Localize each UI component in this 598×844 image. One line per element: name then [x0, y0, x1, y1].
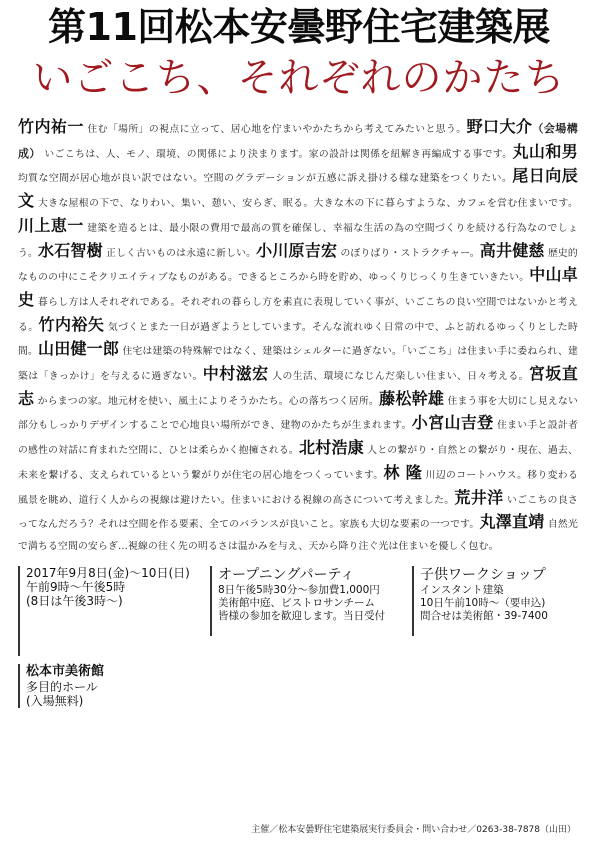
participant-name: 高井健慈 [479, 240, 545, 260]
participant-name: 水石智樹 [38, 240, 103, 260]
participant-statements [18, 116, 578, 558]
participant-name: 野口大介 [466, 117, 533, 136]
participant-name: 川上恵一 [18, 215, 84, 235]
workshop-line: 10日午前10時〜（要申込) [420, 597, 546, 609]
participant-name: 小宮山吉登 [411, 413, 494, 433]
participant-name: 荒井洋 [454, 487, 504, 507]
admission-fee: (入場無料) [26, 694, 84, 708]
workshop-heading: 子供ワークショップ [420, 567, 546, 583]
participant-name: 小川原吉宏 [256, 240, 338, 260]
participant-statement: 住む「場所」の視点に立って、居心地を佇まいやかたちから考えてみたいと思う。 [87, 124, 467, 135]
exhibition-title: 第11回松本安曇野住宅建築展 [48, 5, 550, 49]
participant-statement: 暮らし方は人それぞれである。それぞれの暮らし方を素直に表現していく事が、いごこちの良い空間ではないかと考える。 [18, 296, 578, 333]
participant-statement: 建築を造るとは、最小限の費用で最高の質を確保し、幸福な生活の為の空間づくりを続ける行為なのでしょう。 [18, 222, 578, 259]
participant-name: 竹内裕矢 [38, 314, 105, 334]
participant-name: 山田健一郎 [38, 339, 120, 359]
participant-statement: 均質な空間が居心地が良い訳ではない。空間のグラデーションが五感に訴え掛ける様な建築をつくりたい。 [18, 173, 513, 185]
event-hours-note: (8日は午後3時〜) [26, 594, 123, 608]
participant-statement: 正しく古いものは永遠に新しい。 [106, 247, 257, 259]
participant-name: 中村滋宏 [202, 364, 269, 384]
organizer-contact: 主催／松本安曇野住宅建築展実行委員会・問い合わせ／0263-38-7878（山田） [251, 825, 576, 835]
participant-statement: 川辺のコートハウス。移り変わる風景を眺め、道行く人からの視線は避けたい。住まいにおける視線の高さについて考えました。 [18, 469, 578, 506]
venue-name: 松本市美術館 [26, 664, 105, 679]
workshop-line: インスタント建築 [420, 584, 504, 596]
participant-statement: 住まい手と設計者の感性の対話に育まれた空間に、ひとは柔らかく抱擁される。 [18, 420, 578, 457]
workshop-block [412, 566, 588, 636]
participant-statement: 自然光で満ちる空間の安らぎ…視線の往く先の明るさは温かみを与え、天から降り注ぐ光は住まいを優しく包む。 [18, 519, 578, 552]
participant-statement: 大きな屋根の下で、なりわい、集い、憩い、安らぎ、眠る。大きな木の下に暮らすような、カフェを営む住まいです。 [37, 198, 578, 210]
participant-name: 尾日向辰文 [18, 166, 578, 211]
exhibition-subtitle: いごこち、それぞれのかたち [32, 55, 566, 101]
opening-party-heading: オープニングパーティ [218, 567, 355, 583]
opening-party-line: 皆様の参加を歓迎します。当日受付 [218, 610, 386, 622]
opening-party-line: 8日午後5時30分〜参加費1,000円 [218, 584, 380, 596]
participant-statement: 住まう事を大切にし見えない部分もしっかりデザインすることで心地良い場所ができ、建物のかたちが生まれます。 [18, 395, 578, 432]
venue-block [18, 664, 212, 708]
participant-name: 北村浩康 [298, 438, 364, 458]
participant-statement: 人との繋がり・自然との繋がり・現在、過去、未来を繋げる、支えられているという繋がりが住宅の居心地をつくっています。 [18, 445, 578, 481]
event-dates: 2017年9月8日(金)〜10日(日) [26, 566, 190, 580]
participant-name: 藤松幹雄 [379, 388, 445, 408]
event-hours: 午前9時〜午後5時 [26, 580, 126, 594]
participant-statement: 住宅は建築の特殊解ではなく、建築はシェルターに過ぎない。「いごこち」は住まい手に委ねられ、建築は「きっかけ」を与えるに過ぎない。 [18, 346, 578, 383]
workshop-line: 問合せは美術館・39-7400 [420, 610, 548, 622]
participant-statement: 気づくとまた一日が過ぎようとしています。そんな流れゆく日常の中で、ふと訪れるゆっくりとした時間。 [18, 321, 578, 358]
participant-statement: いごこちの良さってなんだろう？それは空間を作る要素、全てのバランスが良いこと。家族も大切な要素の一つです。 [18, 494, 578, 531]
venue-room: 多目的ホール [26, 680, 98, 694]
participant-name: 宮坂直志 [18, 364, 578, 408]
opening-party-block [210, 566, 414, 636]
participant-statement: 歴史的なものの中にこそクリエイティブなものがある。できるところから時を貯め、ゆっくりじっくり生きていきたい。 [18, 247, 578, 284]
participant-statement: いごこちは、人、モノ、環境、の関係により決まります。家の設計は関係を紐解き再編成する事です。 [44, 148, 513, 160]
participant-name: 竹内祐一 [18, 117, 84, 136]
participant-statement: 人の生活、環境になじんだ楽しい住まい、日々考える。 [272, 371, 529, 383]
participant-name: 林 隆 [383, 462, 423, 482]
event-info [18, 566, 580, 806]
participant-statement: のぼりばり・ストラクチャー。 [340, 247, 480, 259]
participant-name: 丸山和男 [512, 141, 578, 161]
participant-name: 中山卓史 [18, 265, 578, 309]
opening-party-line: 美術館中庭、ビストロサンチーム [218, 597, 375, 609]
participant-statement: からまつの家。地元材を使い、風土によりそうかたち。心の落ちつく居所。 [37, 395, 380, 407]
participant-name: 丸澤直靖 [479, 512, 545, 532]
schedule-block [18, 566, 212, 656]
participant-role-note: （会場構成） [18, 122, 578, 160]
